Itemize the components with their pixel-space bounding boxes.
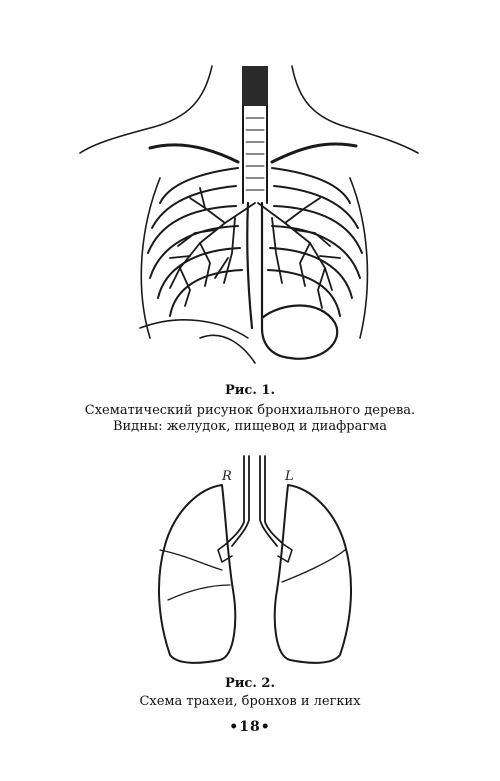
- figure-2-number: Рис. 2.: [225, 676, 275, 691]
- figure-1-bronchial-tree-drawing: [0, 58, 500, 373]
- figure-2-trachea-lungs-diagram: [0, 450, 500, 675]
- label-l: L: [285, 469, 294, 484]
- label-r: R: [222, 469, 232, 484]
- page-number: •18•: [229, 719, 271, 735]
- figure-1-caption-line-2: Видны: желудок, пищевод и диафрагма: [112, 419, 388, 434]
- figure-1-number: Рис. 1.: [225, 383, 275, 398]
- figure-1-caption-line-1: Схематический рисунок бронхиального дерева.: [84, 403, 416, 418]
- figure-2-caption-line-1: Схема трахеи, бронхов и легких: [139, 694, 361, 709]
